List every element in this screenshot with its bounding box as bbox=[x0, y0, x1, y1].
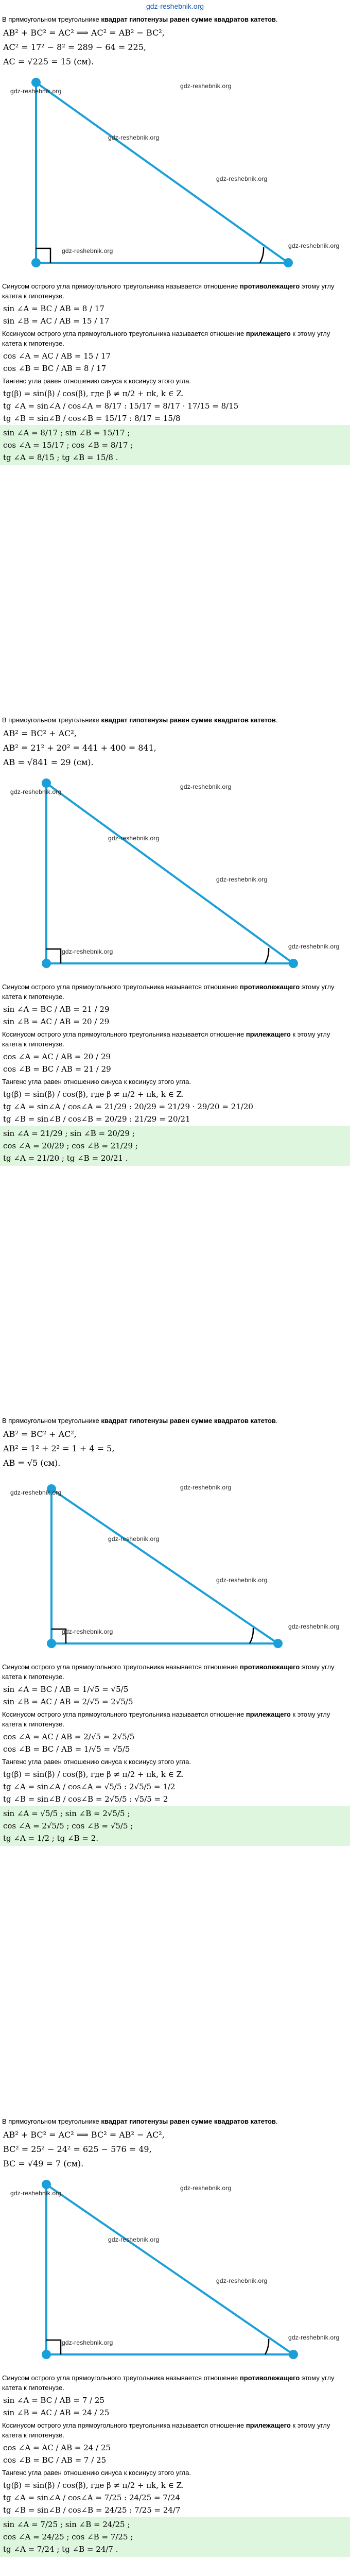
equation-1: AB² = BC² + AC², bbox=[3, 1429, 77, 1439]
site-header bbox=[0, 0, 350, 14]
answer-cos: cos ∠A = 20/29 ; cos ∠B = 21/29 ; bbox=[3, 1141, 138, 1150]
sin-b-formula: sin ∠B = AC / AB = 2/√5 = 2√5/5 bbox=[3, 1697, 133, 1706]
tan-def-formula: tg(β) = sin(β) / cos(β), где β ≠ π/2 + πk, k ∈ Z. bbox=[3, 389, 184, 398]
tan-a-formula: tg ∠A = sin∠A / cos∠A = 7/25 : 24/25 = 7/24 bbox=[3, 2493, 180, 2502]
angle-b-arc bbox=[265, 2339, 269, 2354]
watermark: gdz-reshebnik.org bbox=[216, 1577, 268, 1584]
answer-sin: sin ∠A = 7/25 ; sin ∠B = 24/25 ; bbox=[3, 2520, 130, 2529]
equation-2: AB² = 1² + 2² = 1 + 4 = 5, bbox=[3, 1444, 115, 1453]
watermark: gdz-reshebnik.org bbox=[180, 783, 232, 790]
answer-cos: cos ∠A = 24/25 ; cos ∠B = 7/25 ; bbox=[3, 2532, 133, 2541]
watermark: gdz-reshebnik.org bbox=[108, 1535, 160, 1543]
watermark: gdz-reshebnik.org bbox=[10, 2190, 62, 2197]
watermark: gdz-reshebnik.org bbox=[288, 242, 340, 249]
tan-a-formula: tg ∠A = sin∠A / cos∠A = 8/17 : 15/17 = 8/17 · 17/15 = 8/15 bbox=[3, 401, 239, 411]
sin-a-formula: sin ∠A = BC / AB = 21 / 29 bbox=[3, 1005, 110, 1014]
tan-b-formula: tg ∠B = sin∠B / cos∠B = 15/17 : 8/17 = 15/8 bbox=[3, 414, 181, 423]
equation-1: AB² + BC² = AC² ⟹ BC² = AB² − AC², bbox=[3, 2130, 165, 2140]
answer-sin: sin ∠A = 21/29 ; sin ∠B = 20/29 ; bbox=[3, 1129, 135, 1138]
equation-2: AC² = 17² − 8² = 289 − 64 = 225, bbox=[3, 42, 146, 52]
answer-block bbox=[0, 1806, 350, 1846]
vertex-c bbox=[31, 258, 41, 267]
watermark: gdz-reshebnik.org bbox=[10, 88, 62, 95]
answer-block bbox=[0, 425, 350, 465]
watermark: gdz-reshebnik.org bbox=[180, 1484, 232, 1491]
page-content bbox=[0, 14, 350, 2576]
watermark: gdz-reshebnik.org bbox=[62, 2339, 113, 2346]
tan-definition: Тангенс угла равен отношению синуса к косинусу этого угла. bbox=[2, 1078, 191, 1086]
cos-definition: Косинусом острого угла прямоугольного треугольника называется отношение прилежащего к этому углу катета к гипотенузе. bbox=[2, 2421, 330, 2439]
hypotenuse-ab bbox=[36, 82, 288, 263]
triangle-diagram bbox=[0, 1473, 350, 1659]
answer-cos: cos ∠A = 2√5/5 ; cos ∠B = √5/5 ; bbox=[3, 1821, 133, 1831]
solution-section-4 bbox=[0, 2116, 350, 2576]
vertex-b bbox=[284, 258, 293, 267]
site-link[interactable]: gdz-reshebnik.org bbox=[146, 2, 204, 10]
triangle-diagram bbox=[0, 72, 350, 278]
watermark: gdz-reshebnik.org bbox=[216, 876, 268, 883]
cos-definition: Косинусом острого угла прямоугольного треугольника называется отношение прилежащего к этому углу катета к гипотенузе. bbox=[2, 330, 330, 347]
answer-tan: tg ∠A = 21/20 ; tg ∠B = 20/21 . bbox=[3, 1154, 128, 1163]
hypotenuse-ab bbox=[46, 2184, 293, 2354]
sin-b-formula: sin ∠B = AC / AB = 24 / 25 bbox=[3, 2408, 110, 2417]
tan-b-formula: tg ∠B = sin∠B / cos∠B = 20/29 : 21/29 = 20/21 bbox=[3, 1114, 190, 1124]
watermark: gdz-reshebnik.org bbox=[216, 2277, 268, 2284]
vertex-c bbox=[42, 959, 51, 968]
equation-3: AB = √841 = 29 (см). bbox=[3, 757, 94, 767]
equation-2: BC² = 25² − 24² = 625 − 576 = 49, bbox=[3, 2144, 152, 2154]
equation-3: BC = √49 = 7 (см). bbox=[3, 2159, 84, 2168]
intro-text: В прямоугольном треугольнике квадрат гипотенузы равен сумме квадратов катетов. bbox=[2, 1417, 278, 1425]
watermark: gdz-reshebnik.org bbox=[62, 948, 113, 955]
watermark: gdz-reshebnik.org bbox=[108, 835, 160, 842]
tan-definition: Тангенс угла равен отношению синуса к косинусу этого угла. bbox=[2, 2469, 191, 2477]
cos-definition: Косинусом острого угла прямоугольного треугольника называется отношение прилежащего к этому углу катета к гипотенузе. bbox=[2, 1710, 330, 1728]
watermark: gdz-reshebnik.org bbox=[62, 1628, 113, 1635]
tan-a-formula: tg ∠A = sin∠A / cos∠A = 21/29 : 20/29 = 21/29 · 29/20 = 21/20 bbox=[3, 1102, 253, 1111]
sin-a-formula: sin ∠A = BC / AB = 7 / 25 bbox=[3, 2396, 104, 2405]
answer-block bbox=[0, 2517, 350, 2557]
vertex-a bbox=[42, 2180, 51, 2189]
tan-definition: Тангенс угла равен отношению синуса к косинусу этого угла. bbox=[2, 1758, 191, 1766]
sin-a-formula: sin ∠A = BC / AB = 8 / 17 bbox=[3, 304, 104, 313]
tan-def-formula: tg(β) = sin(β) / cos(β), где β ≠ π/2 + πk, k ∈ Z. bbox=[3, 1770, 184, 1779]
watermark: gdz-reshebnik.org bbox=[216, 175, 268, 182]
answer-tan: tg ∠A = 7/24 ; tg ∠B = 24/7 . bbox=[3, 2545, 118, 2554]
hypotenuse-ab bbox=[51, 1489, 278, 1643]
intro-text: В прямоугольном треугольнике квадрат гипотенузы равен сумме квадратов катетов. bbox=[2, 2117, 278, 2125]
sin-b-formula: sin ∠B = AC / AB = 15 / 17 bbox=[3, 316, 110, 326]
sin-definition: Синусом острого угла прямоугольного треугольника называется отношение противолежащего этому углу катета к гипотенузе. bbox=[2, 1663, 335, 1681]
watermark: gdz-reshebnik.org bbox=[180, 2184, 232, 2192]
sin-definition: Синусом острого угла прямоугольного треугольника называется отношение противолежащего этому углу катета к гипотенузе. bbox=[2, 983, 335, 1001]
vertex-c bbox=[42, 2350, 51, 2359]
tan-definition: Тангенс угла равен отношению синуса к косинусу этого угла. bbox=[2, 377, 191, 385]
intro-text: В прямоугольном треугольнике квадрат гипотенузы равен сумме квадратов катетов. bbox=[2, 15, 278, 23]
vertex-b bbox=[273, 1639, 283, 1648]
vertex-a bbox=[42, 778, 51, 788]
vertex-b bbox=[289, 959, 298, 968]
answer-tan: tg ∠A = 1/2 ; tg ∠B = 2. bbox=[3, 1834, 99, 1843]
triangle-diagram bbox=[0, 2174, 350, 2370]
cos-b-formula: cos ∠B = BC / AB = 1/√5 = √5/5 bbox=[3, 1744, 130, 1754]
sin-definition: Синусом острого угла прямоугольного треугольника называется отношение противолежащего этому углу катета к гипотенузе. bbox=[2, 2374, 335, 2392]
cos-b-formula: cos ∠B = BC / AB = 8 / 17 bbox=[3, 364, 107, 373]
tan-a-formula: tg ∠A = sin∠A / cos∠A = √5/5 : 2√5/5 = 1/2 bbox=[3, 1782, 176, 1791]
answer-tan: tg ∠A = 8/15 ; tg ∠B = 15/8 . bbox=[3, 453, 118, 462]
tan-b-formula: tg ∠B = sin∠B / cos∠B = 2√5/5 : √5/5 = 2 bbox=[3, 1794, 168, 1804]
watermark: gdz-reshebnik.org bbox=[10, 1489, 62, 1496]
answer-sin: sin ∠A = √5/5 ; sin ∠B = 2√5/5 ; bbox=[3, 1809, 130, 1818]
equation-1: AB² = BC² + AC², bbox=[3, 728, 77, 738]
equation-3: AC = √225 = 15 (см). bbox=[3, 57, 94, 66]
watermark: gdz-reshebnik.org bbox=[108, 134, 160, 141]
angle-b-arc bbox=[260, 247, 264, 263]
hypotenuse-ab bbox=[46, 783, 293, 963]
cos-a-formula: cos ∠A = AC / AB = 24 / 25 bbox=[3, 2443, 111, 2452]
sin-definition: Синусом острого угла прямоугольного треугольника называется отношение противолежащего этому углу катета к гипотенузе. bbox=[2, 282, 335, 300]
triangle-svg bbox=[0, 1473, 350, 1659]
answer-sin: sin ∠A = 8/17 ; sin ∠B = 15/17 ; bbox=[3, 428, 130, 437]
equation-3: AB = √5 (см). bbox=[3, 1458, 61, 1468]
tan-b-formula: tg ∠B = sin∠B / cos∠B = 24/25 : 7/25 = 24/7 bbox=[3, 2505, 181, 2515]
solution-section-2 bbox=[0, 715, 350, 1416]
cos-definition: Косинусом острого угла прямоугольного треугольника называется отношение прилежащего к этому углу катета к гипотенузе. bbox=[2, 1030, 330, 1048]
vertex-c bbox=[47, 1639, 56, 1648]
angle-b-arc bbox=[265, 948, 269, 963]
equation-1: AB² + BC² = AC² ⟹ AC² = AB² − BC², bbox=[3, 28, 165, 38]
watermark: gdz-reshebnik.org bbox=[180, 82, 232, 90]
answer-cos: cos ∠A = 15/17 ; cos ∠B = 8/17 ; bbox=[3, 440, 133, 450]
vertex-b bbox=[289, 2350, 298, 2359]
cos-b-formula: cos ∠B = BC / AB = 7 / 25 bbox=[3, 2455, 107, 2465]
angle-b-arc bbox=[250, 1628, 253, 1643]
vertex-a bbox=[31, 78, 41, 87]
tan-def-formula: tg(β) = sin(β) / cos(β), где β ≠ π/2 + πk, k ∈ Z. bbox=[3, 2481, 184, 2490]
solution-section-1 bbox=[0, 14, 350, 715]
watermark: gdz-reshebnik.org bbox=[62, 247, 113, 255]
cos-a-formula: cos ∠A = AC / AB = 2/√5 = 2√5/5 bbox=[3, 1732, 135, 1741]
equation-2: AB² = 21² + 20² = 441 + 400 = 841, bbox=[3, 743, 156, 753]
watermark: gdz-reshebnik.org bbox=[10, 788, 62, 795]
watermark: gdz-reshebnik.org bbox=[288, 943, 340, 950]
answer-block bbox=[0, 1126, 350, 1166]
cos-a-formula: cos ∠A = AC / AB = 15 / 17 bbox=[3, 351, 111, 361]
sin-b-formula: sin ∠B = AC / AB = 20 / 29 bbox=[3, 1017, 110, 1026]
triangle-diagram bbox=[0, 773, 350, 979]
tan-def-formula: tg(β) = sin(β) / cos(β), где β ≠ π/2 + πk, k ∈ Z. bbox=[3, 1090, 184, 1099]
cos-b-formula: cos ∠B = BC / AB = 21 / 29 bbox=[3, 1064, 111, 1074]
cos-a-formula: cos ∠A = AC / AB = 20 / 29 bbox=[3, 1052, 111, 1061]
watermark: gdz-reshebnik.org bbox=[108, 2236, 160, 2243]
solution-section-3 bbox=[0, 1416, 350, 2116]
sin-a-formula: sin ∠A = BC / AB = 1/√5 = √5/5 bbox=[3, 1685, 129, 1694]
intro-text: В прямоугольном треугольнике квадрат гипотенузы равен сумме квадратов катетов. bbox=[2, 716, 278, 724]
watermark: gdz-reshebnik.org bbox=[288, 1623, 340, 1630]
watermark: gdz-reshebnik.org bbox=[288, 2334, 340, 2341]
